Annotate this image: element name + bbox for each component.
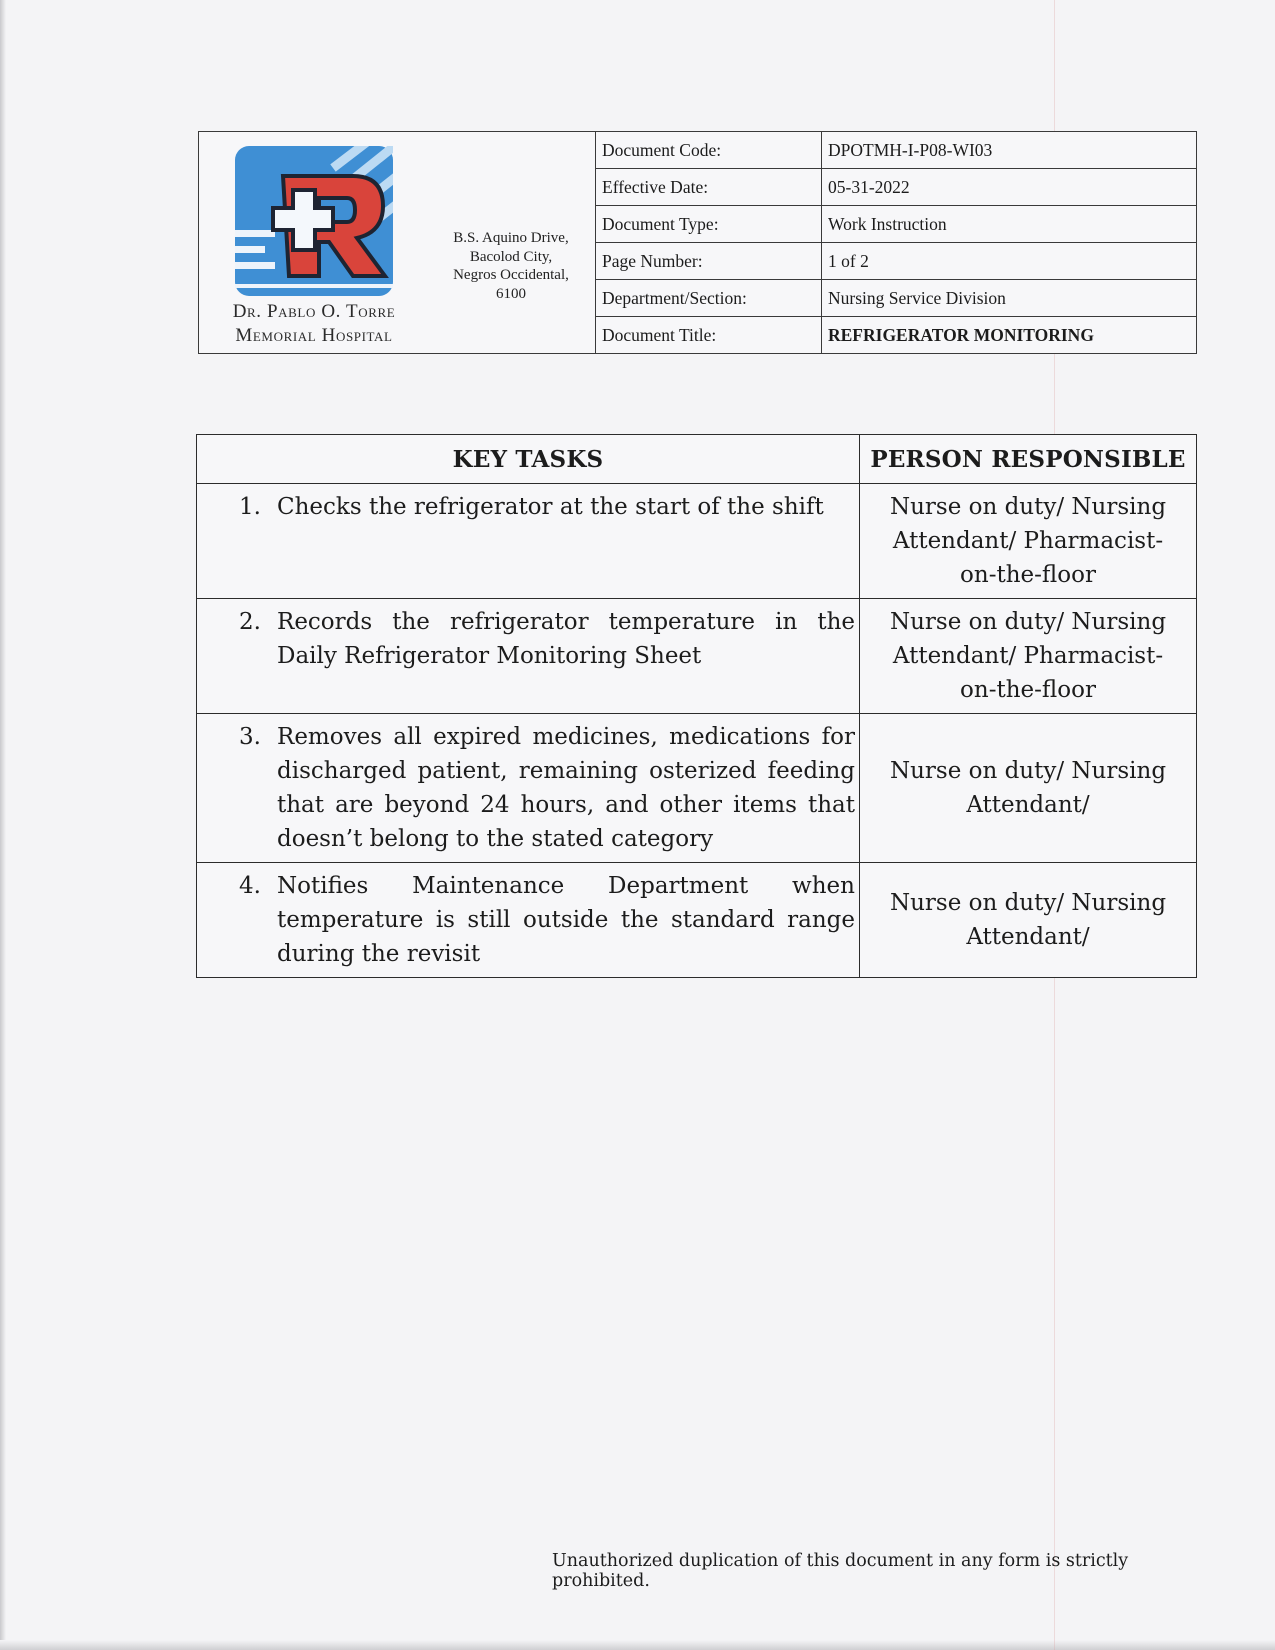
document-type-value: Work Instruction: [822, 206, 1197, 243]
document-title-value: REFRIGERATOR MONITORING: [822, 317, 1197, 354]
department-row: [596, 280, 1196, 317]
hospital-r-cross-logo-icon: [235, 146, 393, 302]
task-cell: [197, 863, 860, 978]
effective-date-row: [596, 169, 1196, 206]
document-code-row: [596, 132, 1196, 169]
task-text: Checks the refrigerator at the start of the shift: [277, 494, 824, 520]
table-row: [197, 714, 1197, 863]
document-code-value: DPOTMH-I-P08-WI03: [822, 132, 1197, 169]
key-tasks-header: KEY TASKS: [197, 435, 860, 484]
task-number: 1.: [239, 494, 261, 520]
page-number-row: [596, 243, 1196, 280]
task-text: Records the refrigerator temperature in the Daily Refrigerator Monitoring Sheet: [277, 609, 855, 669]
address-line: B.S. Aquino Drive,: [453, 230, 569, 246]
address-line: Negros Occidental,: [453, 267, 569, 283]
field-label: Department/Section:: [596, 280, 822, 317]
person-responsible: Nurse on duty/ Nursing Attendant/: [860, 863, 1197, 978]
key-tasks-table: [196, 434, 1197, 978]
task-number: 2.: [239, 609, 261, 635]
page-number-value: 1 of 2: [822, 243, 1197, 280]
field-label: Effective Date:: [596, 169, 822, 206]
department-value: Nursing Service Division: [822, 280, 1197, 317]
person-responsible: Nurse on duty/ Nursing Attendant/ Pharmacist-on-the-floor: [860, 484, 1197, 599]
field-label: Page Number:: [596, 243, 822, 280]
task-cell: [197, 484, 860, 599]
address-line: 6100: [496, 285, 526, 302]
hospital-address: [431, 229, 591, 303]
effective-date-value: 05-31-2022: [822, 169, 1197, 206]
table-header-row: [197, 435, 1197, 484]
task-number: 3.: [239, 724, 261, 750]
duplication-notice: Unauthorized duplication of this document in any form is strictly prohibited.: [552, 1551, 1129, 1591]
field-label: Document Type:: [596, 206, 822, 243]
task-cell: [197, 714, 860, 863]
field-label: Document Code:: [596, 132, 822, 169]
table-row: [197, 484, 1197, 599]
hospital-name-line1: Dr. Pablo O. Torre: [232, 301, 396, 322]
task-text: Removes all expired medicines, medications for discharged patient, remaining osterized feeding that are beyond 24 hours, and other items that doesn’t belong to the stated category: [277, 724, 855, 852]
scan-edge: [0, 0, 6, 1650]
document-header: [198, 131, 1197, 354]
task-text: Notifies Maintenance Department when temperature is still outside the standard range during the revisit: [277, 873, 855, 967]
person-responsible: Nurse on duty/ Nursing Attendant/ Pharmacist-on-the-floor: [860, 599, 1197, 714]
task-cell: [197, 599, 860, 714]
hospital-identity: [199, 132, 596, 353]
table-row: [197, 599, 1197, 714]
task-number: 4.: [239, 873, 261, 899]
scan-edge: [0, 1640, 1275, 1650]
document-type-row: [596, 206, 1196, 243]
person-responsible-header: PERSON RESPONSIBLE: [860, 435, 1197, 484]
table-row: [197, 863, 1197, 978]
hospital-name-line2: Memorial Hospital: [235, 325, 393, 346]
document-info-table: [596, 132, 1196, 353]
person-responsible: Nurse on duty/ Nursing Attendant/: [860, 714, 1197, 863]
field-label: Document Title:: [596, 317, 822, 354]
hospital-name: [199, 300, 429, 348]
address-line: Bacolod City,: [469, 248, 553, 265]
document-title-row: [596, 317, 1196, 354]
